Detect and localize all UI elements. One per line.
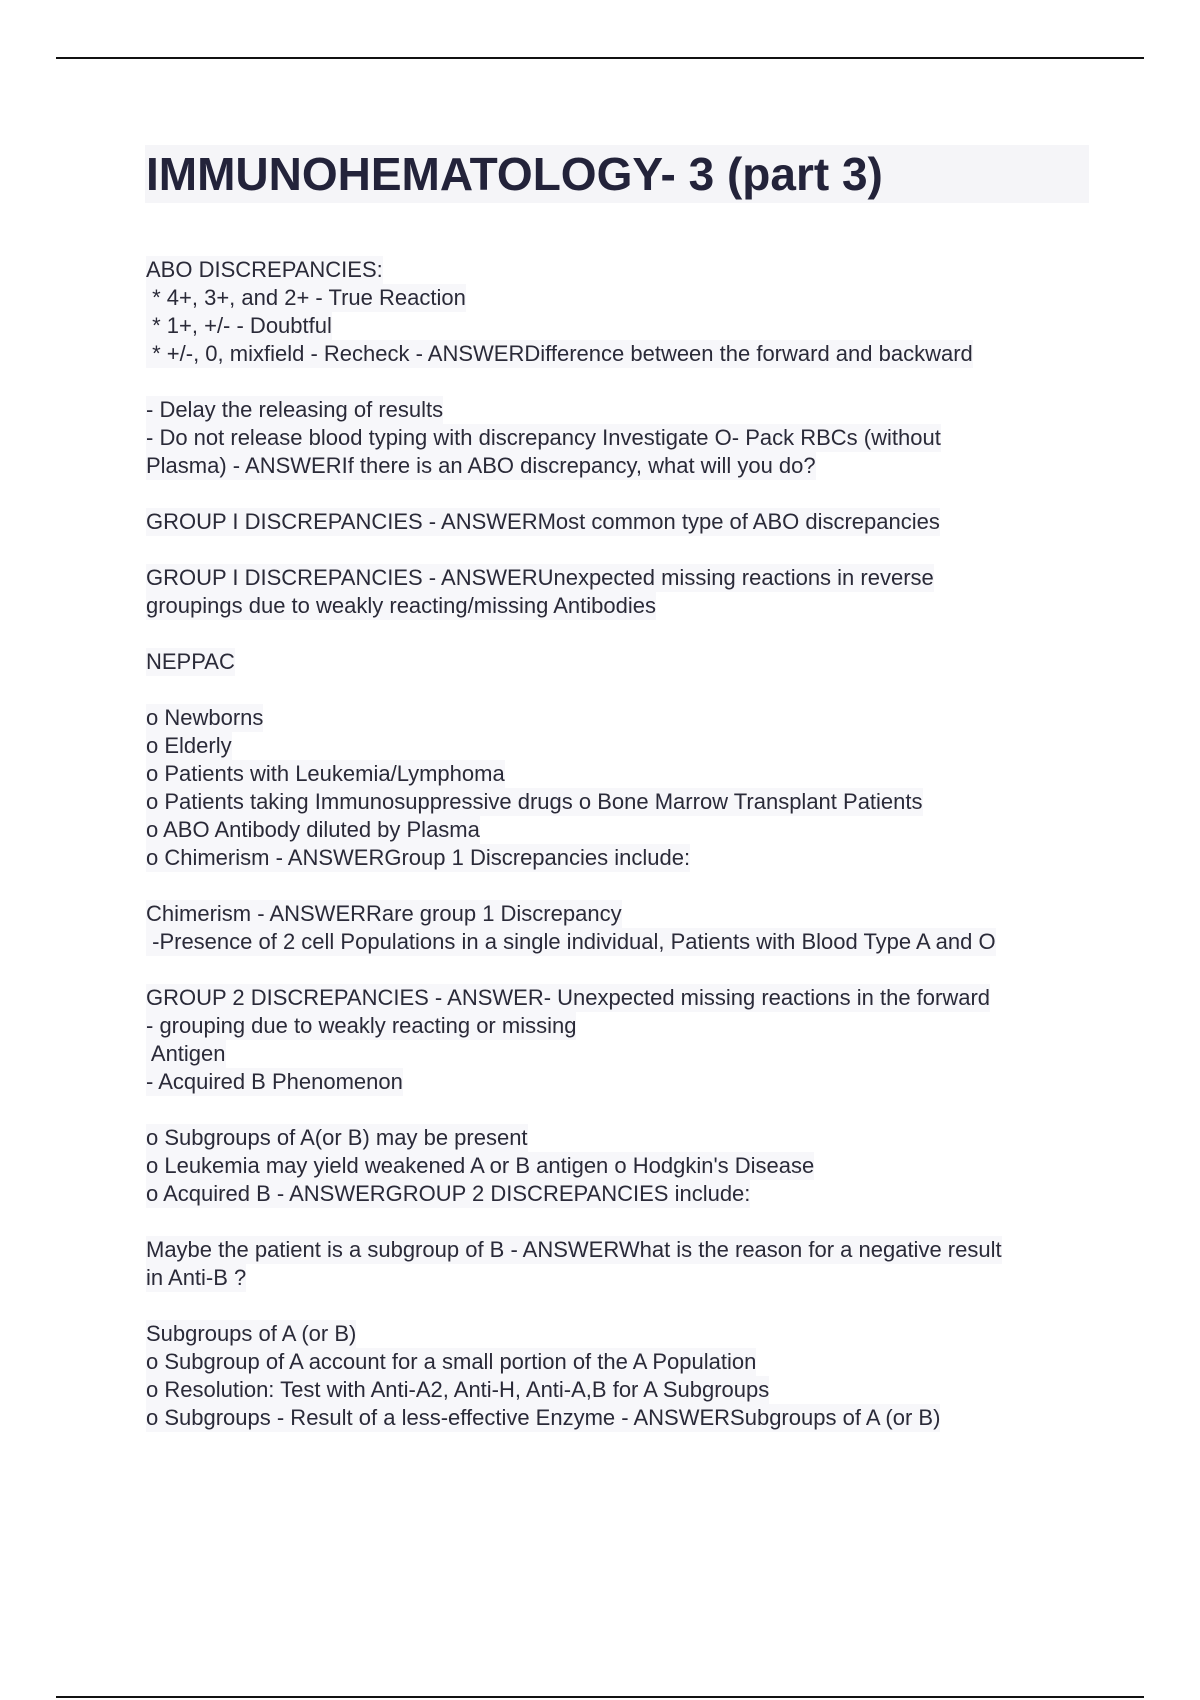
text-line: -Presence of 2 cell Populations in a single individual, Patients with Blood Type A and O <box>146 929 996 954</box>
text-line: GROUP 2 DISCREPANCIES - ANSWER- Unexpected missing reactions in the forward <box>146 985 991 1010</box>
text-line: - Acquired B Phenomenon <box>146 1069 403 1094</box>
text-line: * 1+, +/- - Doubtful <box>146 313 332 338</box>
text-block <box>146 900 1106 956</box>
text-line: NEPPAC <box>146 649 235 674</box>
text-line: o Leukemia may yield weakened A or B antigen o Hodgkin's Disease <box>146 1153 815 1178</box>
text-line: Chimerism - ANSWERRare group 1 Discrepancy <box>146 901 622 926</box>
text-line: o Subgroups - Result of a less-effective Enzyme - ANSWERSubgroups of A (or B) <box>146 1405 941 1430</box>
text-block <box>146 984 1106 1096</box>
text-line: Plasma) - ANSWERIf there is an ABO discrepancy, what will you do? <box>146 453 816 478</box>
text-block <box>146 256 1106 368</box>
text-line: o Patients taking Immunosuppressive drugs o Bone Marrow Transplant Patients <box>146 789 923 814</box>
text-line: o Chimerism - ANSWERGroup 1 Discrepancies include: <box>146 845 691 870</box>
text-line: ABO DISCREPANCIES: <box>146 257 383 282</box>
text-line: o Subgroup of A account for a small portion of the A Population <box>146 1349 757 1374</box>
text-block <box>146 1124 1106 1208</box>
text-line: * +/-, 0, mixfield - Recheck - ANSWERDifference between the forward and backward <box>146 341 973 366</box>
text-line: GROUP I DISCREPANCIES - ANSWERUnexpected missing reactions in reverse <box>146 565 934 590</box>
header-rule <box>56 57 1144 59</box>
text-line: * 4+, 3+, and 2+ - True Reaction <box>146 285 466 310</box>
text-line: o Patients with Leukemia/Lymphoma <box>146 761 505 786</box>
text-line: o ABO Antibody diluted by Plasma <box>146 817 480 842</box>
text-line: - Do not release blood typing with discrepancy Investigate O- Pack RBCs (without <box>146 425 941 450</box>
text-block <box>146 1236 1106 1292</box>
text-block <box>146 704 1106 872</box>
text-line: o Subgroups of A(or B) may be present <box>146 1125 528 1150</box>
text-line: - Delay the releasing of results <box>146 397 444 422</box>
text-line: groupings due to weakly reacting/missing Antibodies <box>146 593 656 618</box>
text-line: Maybe the patient is a subgroup of B - ANSWERWhat is the reason for a negative result <box>146 1237 1002 1262</box>
text-block <box>146 1320 1106 1432</box>
text-block <box>146 396 1106 480</box>
text-block <box>146 648 1106 676</box>
text-line: o Resolution: Test with Anti-A2, Anti-H, Anti-A,B for A Subgroups <box>146 1377 770 1402</box>
text-line: o Acquired B - ANSWERGROUP 2 DISCREPANCIES include: <box>146 1181 751 1206</box>
text-line: o Newborns <box>146 705 264 730</box>
text-line: Subgroups of A (or B) <box>146 1321 357 1346</box>
text-line: - grouping due to weakly reacting or missing <box>146 1013 577 1038</box>
text-line: o Elderly <box>146 733 232 758</box>
document-title: IMMUNOHEMATOLOGY- 3 (part 3) <box>146 148 883 200</box>
footer-rule <box>56 1696 1144 1698</box>
text-block <box>146 508 1106 536</box>
text-line: in Anti-B ? <box>146 1265 247 1290</box>
text-block <box>146 564 1106 620</box>
text-line: GROUP I DISCREPANCIES - ANSWERMost common type of ABO discrepancies <box>146 509 940 534</box>
text-line: Antigen <box>146 1041 226 1066</box>
document-body <box>146 256 1106 1460</box>
